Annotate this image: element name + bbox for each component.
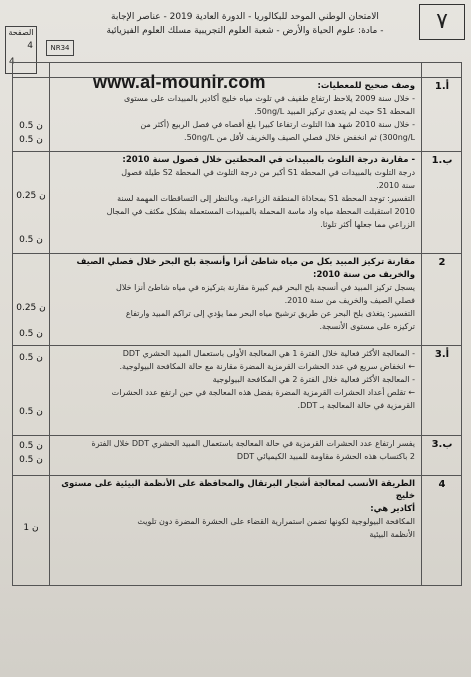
answer-line: - المعالجة الأكثر فعالية خلال الفترة 2 هي المكافحة البيولوجية [212,375,415,384]
answer-cell [55,348,415,434]
page-total: 4 [9,57,15,67]
answer-line: سنة 2010. [376,181,415,190]
answer-line: - المعالجة الأكثر فعالية خلال الفترة 1 هي المعالجة الأولى باستعمال المبيد الحشري DDT [122,349,415,358]
score-mark: 0.5 ن [19,135,43,145]
answer-line: 2010 استقبلت المحطة مياه واد ماسة المحملة بالمبيدات المستعملة بشكل مكثف في المجال [106,207,415,216]
answer-line: الزراعي مما جعلها أكثر تلوثا. [320,220,415,229]
score-mark: 0.5 ن [19,455,43,465]
score-mark: 1 ن [23,523,39,533]
score-mark: 0.5 ن [19,353,43,363]
exam-header [80,10,410,38]
answer-line: 300ng/L) ثم انخفض خلال فصلي الصيف والخريف لأقل من 50ng/L. [184,133,415,142]
answer-line: 2 باكتساب هذه الحشرة مقاومة للمبيد الكيميائي DDT [236,452,415,461]
page-badge: ٧ [419,4,465,40]
question-number: 3.أ [434,349,450,360]
score-mark: 0.5 ن [19,329,43,339]
answer-line: مقارنة تركيز المبيد بكل من مياه شاطئ أنزا وأنسجة بلح البحر خلال فصلي الصيف [76,257,415,267]
page-number: 4 [27,41,33,51]
answer-line: المحطة S1 حيث لم يتعدى تركيز المبيد 50ng/L. [254,107,415,116]
answer-line: التفسير: يتغذى بلح البحر عن طريق ترشيح مياه البحر مما يؤدي إلى تراكم المبيد وارتفاع [125,309,415,318]
answer-line: ← انخفاض سريع في عدد الحشرات القرمزية المضرة مقارنة مع حالة المكافحة البيولوجية. [119,362,415,371]
exam-code: NR34 [46,40,74,56]
answer-line: الطريقة الأنسب لمعالجة أشجار البرتقال والمحافظة على الأنظمة البيئية على مستوى خليج [61,479,415,501]
answer-line: تركيزه على مستوى الأنسجة. [319,322,415,331]
answer-line: القرمزية في حالة المعالجة بـ DDT. [297,401,415,410]
answer-grid [12,62,462,586]
answer-line: المكافحة البيولوجية لكونها تضمن استمرارية القضاء على الحشرة المضرة دون تلويث [137,517,415,526]
answer-line: - خلال سنة 2009 يلاحظ ارتفاع طفيف في تلوث مياه خليج أكادير بالمبيدات على مستوى [123,94,415,103]
answer-line: يفسر ارتفاع عدد الحشرات القرمزية في حالة المعالجة باستعمال المبيد الحشري DDT خلال الفترة [91,439,415,448]
score-mark: 0.25 ن [16,303,46,313]
answer-line: فصلي الصيف والخريف من سنة 2010. [284,296,415,305]
answer-line: درجة التلوث بالمبيدات في المحطة S1 أكبر من درجة التلوث في المحطة S2 طيلة فصول [121,168,415,177]
answer-line: التفسير: توجد المحطة S1 بمحاذاة المنطقة الزراعية، وبالنظر إلى التساقطات المهمة لسنة [117,194,415,203]
answer-cell [55,154,415,252]
answer-cell [55,256,415,344]
answer-line: الأنظمة البيئية [369,530,415,539]
page-label: الصفحة [8,28,34,37]
row-divider [13,475,461,476]
row-divider [13,435,461,436]
header-line-1: الامتحان الوطني الموحد للبكالوريا - الدورة العادية 2019 - عناصر الإجابة [111,12,379,22]
answer-line: أكادير هي: [370,504,415,514]
question-number: 3.ب [431,439,453,450]
question-number: 2 [438,257,446,268]
answer-cell [55,438,415,474]
row-divider [13,151,461,152]
answer-cell [55,478,415,584]
row-divider [13,345,461,346]
answer-line: والخريف من سنة 2010: [313,270,415,280]
question-number: 4 [438,479,446,490]
score-mark: 0.25 ن [16,191,46,201]
header-line-2: - مادة: علوم الحياة والأرض - شعبة العلوم التجريبية مسلك العلوم الفيزيائية [106,26,384,36]
score-mark: 0.5 ن [19,407,43,417]
question-number: 1.ب [431,155,453,166]
answer-line: يسجل تركيز المبيد في أنسجة بلح البحر قيم كبيرة مقارنة بتركيزه في مياه شاطئ أنزا خلال [116,283,415,292]
score-mark: 0.5 ن [19,441,43,451]
answer-line: ← تقلص أعداد الحشرات القرمزية المضرة بفضل هذه المعالجة في حين ارتفع عدد الحشرات [111,388,415,397]
score-mark: 0.5 ن [19,235,43,245]
row-divider [13,253,461,254]
grid-divider [421,63,422,585]
score-mark: 0.5 ن [19,121,43,131]
answer-line: وصف صحيح للمعطيات: [317,81,415,91]
site-watermark: www.al-mounir.com [93,72,266,92]
answer-line: - خلال سنة 2010 شهد هذا التلوث ارتفاعا كبيرا بلغ أقصاه في فصل الربيع (أكثر من [140,120,415,129]
grid-divider [49,63,50,585]
question-number: 1.أ [434,81,450,92]
answer-line: - مقارنة درجة التلوث بالمبيدات في المحطتين خلال فصول سنة 2010: [122,155,415,165]
